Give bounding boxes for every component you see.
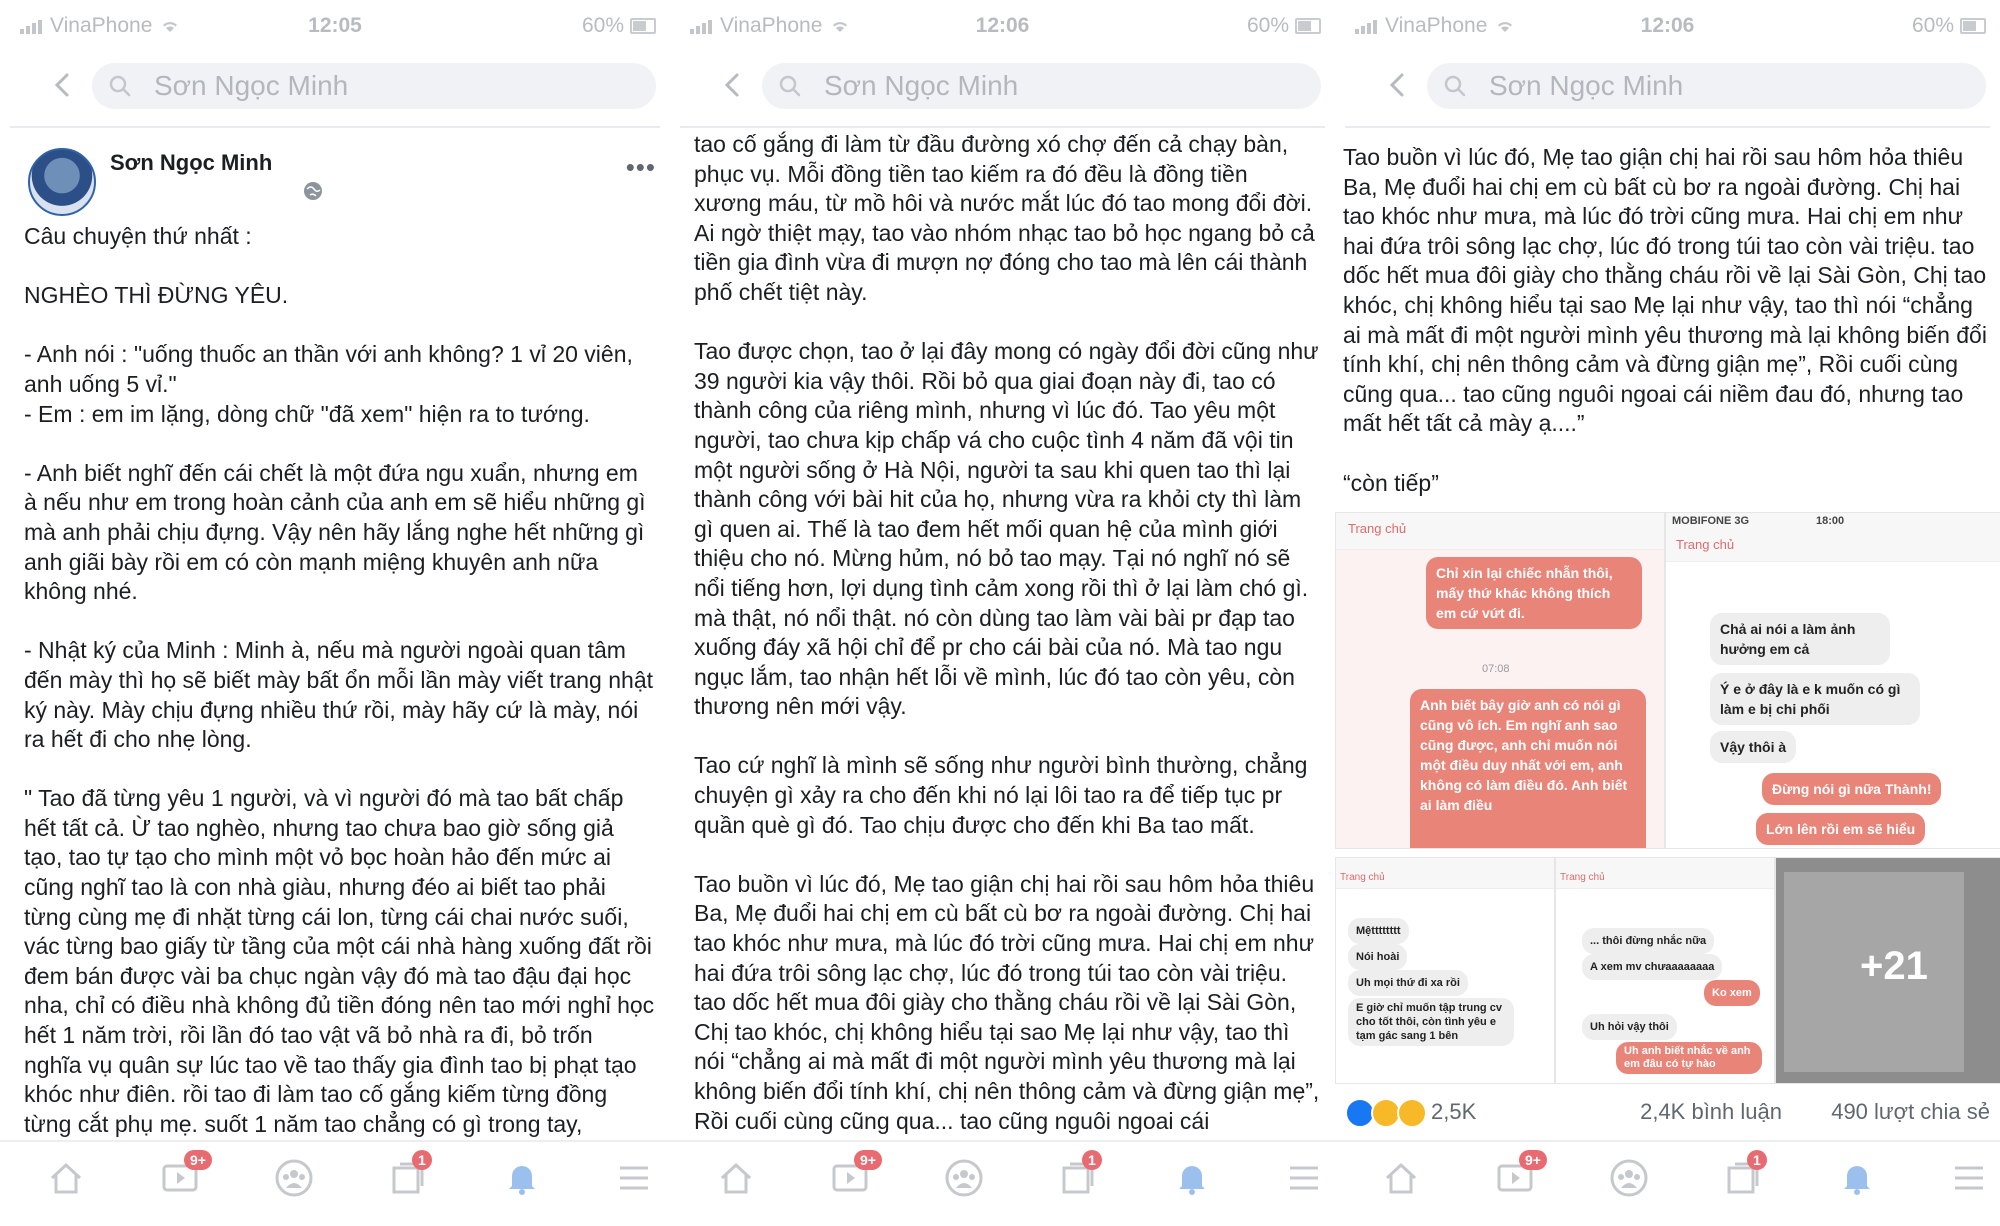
- chat-bubble: E giờ chỉ muốn tập trung cv cho tốt thôi, còn tình yêu e tạm gác sang 1 bên: [1348, 998, 1514, 1046]
- chat-bubble: Ý e ở đây là e k muốn có gì làm e bị chi phối: [1710, 673, 1920, 725]
- search-query: Sơn Ngọc Minh: [1489, 70, 1684, 101]
- tab-pages[interactable]: [1721, 1152, 1765, 1200]
- nav-bar: [1335, 58, 2000, 114]
- battery-icon: [1295, 18, 1321, 34]
- chat-bubble: Mệtttttttt: [1348, 918, 1409, 944]
- chat-bubble: Ko xem: [1704, 980, 1760, 1006]
- chat-screenshot-1[interactable]: [1335, 512, 1665, 849]
- post-header: [28, 140, 660, 220]
- bell-icon: [500, 1156, 544, 1200]
- more-photos-tile[interactable]: [1775, 857, 2000, 1084]
- status-bar: [0, 10, 670, 40]
- home-link: Trang chủ: [1560, 872, 1605, 883]
- bell-icon: [1835, 1156, 1879, 1200]
- tab-home[interactable]: [1379, 1156, 1423, 1200]
- more-options-icon[interactable]: •••: [625, 152, 656, 182]
- tab-bar: [1335, 1140, 2000, 1222]
- photo-collage[interactable]: [1335, 512, 2000, 1082]
- chat-bubble: A xem mv chưaaaaaaaa: [1582, 954, 1722, 980]
- battery-percent: 60%: [581, 14, 624, 37]
- timestamp: 07:08: [1482, 663, 1510, 675]
- globe-icon: [302, 180, 324, 202]
- tab-video[interactable]: [1493, 1152, 1541, 1200]
- tab-groups[interactable]: [1607, 1156, 1651, 1200]
- more-photos-count: +21: [1860, 944, 1928, 988]
- tab-menu[interactable]: [1947, 1156, 1991, 1200]
- menu-icon: [1947, 1156, 1991, 1200]
- back-icon[interactable]: [718, 70, 748, 100]
- video-badge: 9+: [184, 1150, 212, 1170]
- screenshot-1: [0, 0, 670, 1226]
- tab-video[interactable]: [828, 1152, 876, 1200]
- groups-icon: [1607, 1156, 1651, 1200]
- search-icon: [1443, 74, 1467, 98]
- tab-pages[interactable]: [386, 1152, 430, 1200]
- groups-icon: [272, 1156, 316, 1200]
- chat-bubble: Chả ai nói a làm ảnh hưởng em cả: [1710, 613, 1890, 665]
- avatar[interactable]: [28, 148, 96, 216]
- divider: [10, 126, 660, 128]
- tab-notifications[interactable]: [1835, 1156, 1879, 1200]
- reaction-count: 2,5K: [1431, 1099, 1477, 1124]
- chat-screenshot-3[interactable]: [1335, 857, 1555, 1084]
- battery-icon: [1960, 18, 1986, 34]
- clock: 12:06: [1640, 14, 1695, 37]
- home-icon: [1379, 1156, 1423, 1200]
- carrier-label: VinaPhone: [720, 14, 823, 37]
- tab-video[interactable]: [158, 1152, 206, 1200]
- home-link: Trang chủ: [1676, 537, 1735, 552]
- status-bar: [670, 10, 1335, 40]
- tab-pages[interactable]: [1056, 1152, 1100, 1200]
- post-text: Tao buồn vì lúc đó, Mẹ tao giận chị hai rồi sau hôm hỏa thiêu Ba, Mẹ đuổi hai chị em cù bất cù bơ ra ngoài đường. Chị hai tao khóc như mưa, mà lúc đó trời cũng mưa. Hai chị em như hai đứa trôi sông lạc chợ, lúc đó trong túi tao còn vài triệu. tao dốc hết mua đôi giày cho thằng cháu rồi về lại Sài Gòn, Chị tao khóc, chị không hiểu tại sao Mẹ lại như vậy, tao thì nói “chẳng ai mà mất đi một người mình yêu thương mà lại không biến đổi tính khí, chị nên thông cảm và đừng giận mẹ”, Rồi cuối cùng cũng qua... tao cũng nguôi ngoai cái niềm đau đó, nhưng tao mất hết tất cả mày ạ....” “còn tiếp”: [1343, 144, 1987, 496]
- screenshot-3: [1335, 0, 2000, 1226]
- carrier-label: VinaPhone: [50, 14, 153, 37]
- status-bar: [1335, 10, 2000, 40]
- chat-bubble: Uh hỏi vậy thôi: [1582, 1014, 1677, 1040]
- screenshot-2: [670, 0, 1335, 1226]
- chat-bubble: Uh anh biết nhắc về anh em đâu có tự hào: [1616, 1042, 1762, 1074]
- search-input[interactable]: [762, 63, 1321, 109]
- menu-icon: [612, 1156, 656, 1200]
- chat-bubble: Nói hoài: [1348, 944, 1407, 970]
- video-badge: 9+: [1519, 1150, 1547, 1170]
- nav-bar: [0, 58, 670, 114]
- mini-time: 18:00: [1816, 515, 1845, 527]
- post-text: tao cố gắng đi làm từ đầu đường xó chợ đến cả chạy bàn, phục vụ. Mỗi đồng tiền tao kiếm ra đó đều là đồng tiền xương máu, từ mồ hôi và nước mắt lúc đó tao mong đổi đời. Ai ngờ thiệt mạy, tao vào nhóm nhạc tao bỏ học ngang bỏ cả tiền gia đình vừa đi mượn nợ đóng cho tao mà lên cái thành phố chết tiệt này. Tao được chọn, tao ở lại đây mong có ngày đổi đời cũng như 39 người kia vậy thôi. Rồi bỏ qua giai đoạn này đi, tao có thành công của riêng mình, nhưng vì lúc đó. Tao yêu một người, tao chưa kịp chấp vá cho cuộc tình 4 năm đã vội tin một người sống ở Hà Nội, người ta sau khi quen tao thì lại thành công với bài hit của họ, nhưng vừa ra khỏi cty thì làm gì quen ai. Thế là tao đem hết mối quan hệ của mình giới thiệu cho nó. Mừng hủm, nó bỏ tao mạy. Tại nó nghĩ nó sẽ nổi tiếng hơn, lợi dụng tình cảm xong rồi thì ở lại làm chó gì. mà thật, nó nổi thật. nó còn dùng tao làm vài bài pr đạp tao xuống đáy xã hội chỉ để pr cho cái bài của nó. Mà tao ngu ngục lắm, tao nhận hết lỗi về mình, lúc đó tao còn yêu, còn thương nên mới vậy. Tao cứ nghĩ là mình sẽ sống như người bình thường, chẳng chuyện gì xảy ra cho đến khi nó lại lôi tao ra để tiếp tục pr quần què gì đó. Tao chịu được cho đến khi Ba tao mất. Tao buồn vì lúc đó, Mẹ tao giận chị hai rồi sau hôm hỏa thiêu Ba, Mẹ đuổi hai chị em cù bất cù bơ ra ngoài đường. Chị hai tao khóc như mưa, mà lúc đó trời cũng mưa. Hai chị em như hai đứa trôi sông lạc chợ, lúc đó trong túi tao còn vài triệu. tao dốc hết mua đôi giày cho thằng cháu rồi về lại Sài Gòn, Chị tao khóc, chị không hiểu tại sao Mẹ lại như vậy, tao thì nói “chẳng ai mà mất đi một người mình yêu thương mà lại không biến đổi tính khí, chị nên thông cảm và đừng giận mẹ”, Rồi cuối cùng cũng qua... tao cũng nguôi ngoai cái: [694, 131, 1320, 1134]
- pages-badge: 1: [1747, 1150, 1767, 1170]
- carrier-label: VinaPhone: [1385, 14, 1488, 37]
- post-text: Câu chuyện thứ nhất : NGHÈO THÌ ĐỪNG YÊU. - Anh nói : "uống thuốc an thần với anh không? 1 vỉ 20 viên, anh uống 5 vỉ." - Em : em im lặng, dòng chữ "đã xem" hiện ra to tướng. - Anh biết nghĩ đến cái chết là một đứa ngu xuẩn, nhưng em à nếu như em trong hoàn cảnh của anh em sẽ hiểu những gì mà anh phải chịu đựng. Vậy nên hãy lắng nghe hết những gì anh giãi bày rồi em có còn mạnh miệng khuyên anh nữa không nhé. - Nhật ký của Minh : Minh à, nếu mà người ngoài quan tâm đến mày thì họ sẽ biết mày bất ổn mỗi lần mày viết trang nhật ký này. Mày chịu đựng nhiều thứ rồi, mày hãy cứ là mày, nói ra hết đi cho nhẹ lòng. " Tao đã từng yêu 1 người, và vì người đó mà tao bất chấp hết tất cả. Ừ tao nghèo, nhưng tao chưa bao giờ sống giả tạo, tao tự tạo cho mình một vỏ bọc hoàn hảo đến mức ai cũng nghĩ tao là con nhà giàu, nhưng đéo ai biết tao phải từng cùng mẹ đi nhặt từng cái lon, từng cái chai nước suối, vác từng bao giấy từ tầng của một cái nhà hàng xuống đất rồi đem bán được vài ba chục ngàn vậy đó mà tao đậu đại học nha, chỉ có điều nhà không đủ tiền đóng nên tao mới nghỉ học hết 1 năm trời, rồi lần đó tao vật vã bỏ nhà ra đi, bỏ trốn nghĩa vụ quân sự lúc tao về tao thấy gia đình tao bị phạt tạo khóc như điên. rồi tao đi làm tao cố gắng kiếm từng đồng từng cắt phụ mẹ. suốt 1 năm tao chẳng có gì trong tay,: [24, 223, 655, 1137]
- divider: [1345, 126, 1990, 128]
- post-author[interactable]: Sơn Ngọc Minh: [110, 150, 273, 175]
- battery-percent: 60%: [1911, 14, 1954, 37]
- tab-groups[interactable]: [272, 1156, 316, 1200]
- chat-bubble: Anh biết bây giờ anh có nói gì cũng vô ích. Em nghĩ anh sao cũng được, anh chỉ muốn nói một điều duy nhất với em, anh không có làm điều đó. Anh biết ai làm điều: [1410, 689, 1646, 849]
- search-icon: [778, 74, 802, 98]
- search-icon: [108, 74, 132, 98]
- tab-menu[interactable]: [612, 1156, 656, 1200]
- video-badge: 9+: [854, 1150, 882, 1170]
- search-query: Sơn Ngọc Minh: [824, 70, 1019, 101]
- search-input[interactable]: [92, 63, 656, 109]
- home-link: Trang chủ: [1348, 521, 1407, 536]
- tab-menu[interactable]: [1282, 1156, 1326, 1200]
- chat-screenshot-2[interactable]: [1665, 512, 2000, 849]
- sad-icon: [1397, 1098, 1427, 1128]
- mini-carrier: MOBIFONE 3G: [1672, 515, 1750, 527]
- chat-bubble: Đừng nói gì nữa Thành!: [1762, 773, 1941, 805]
- divider: [680, 126, 1325, 128]
- tab-groups[interactable]: [942, 1156, 986, 1200]
- nav-bar: [670, 58, 1335, 114]
- tab-notifications[interactable]: [500, 1156, 544, 1200]
- tab-home[interactable]: [44, 1156, 88, 1200]
- home-icon: [44, 1156, 88, 1200]
- search-input[interactable]: [1427, 63, 1986, 109]
- tab-bar: [670, 1140, 1335, 1222]
- chat-bubble: Lớn lên rồi em sẽ hiểu: [1756, 813, 1925, 845]
- clock: 12:05: [308, 14, 362, 37]
- home-icon: [714, 1156, 758, 1200]
- chat-bubble: Uh mọi thứ đi xa rồi: [1348, 970, 1468, 996]
- share-count[interactable]: 490 lượt chia sẻ: [1831, 1099, 1990, 1124]
- clock: 12:06: [975, 14, 1030, 37]
- chat-bubble: Vậy thôi à: [1710, 731, 1796, 763]
- battery-percent: 60%: [1246, 14, 1289, 37]
- bell-icon: [1170, 1156, 1214, 1200]
- back-icon[interactable]: [1383, 70, 1413, 100]
- battery-icon: [630, 18, 656, 34]
- menu-icon: [1282, 1156, 1326, 1200]
- comment-count[interactable]: 2,4K bình luận: [1640, 1099, 1782, 1124]
- reaction-summary[interactable]: [1345, 1096, 1990, 1130]
- chat-bubble: Chỉ xin lại chiếc nhẫn thôi, mấy thứ khác không thích em cứ vứt đi.: [1426, 557, 1642, 629]
- chat-bubble: ... thôi đừng nhắc nữa: [1582, 928, 1714, 954]
- search-query: Sơn Ngọc Minh: [154, 70, 349, 101]
- tab-home[interactable]: [714, 1156, 758, 1200]
- groups-icon: [942, 1156, 986, 1200]
- tab-notifications[interactable]: [1170, 1156, 1214, 1200]
- home-link: Trang chủ: [1340, 872, 1385, 883]
- tab-bar: [0, 1140, 670, 1222]
- chat-screenshot-4[interactable]: [1555, 857, 1775, 1084]
- pages-badge: 1: [412, 1150, 432, 1170]
- pages-badge: 1: [1082, 1150, 1102, 1170]
- back-icon[interactable]: [48, 70, 78, 100]
